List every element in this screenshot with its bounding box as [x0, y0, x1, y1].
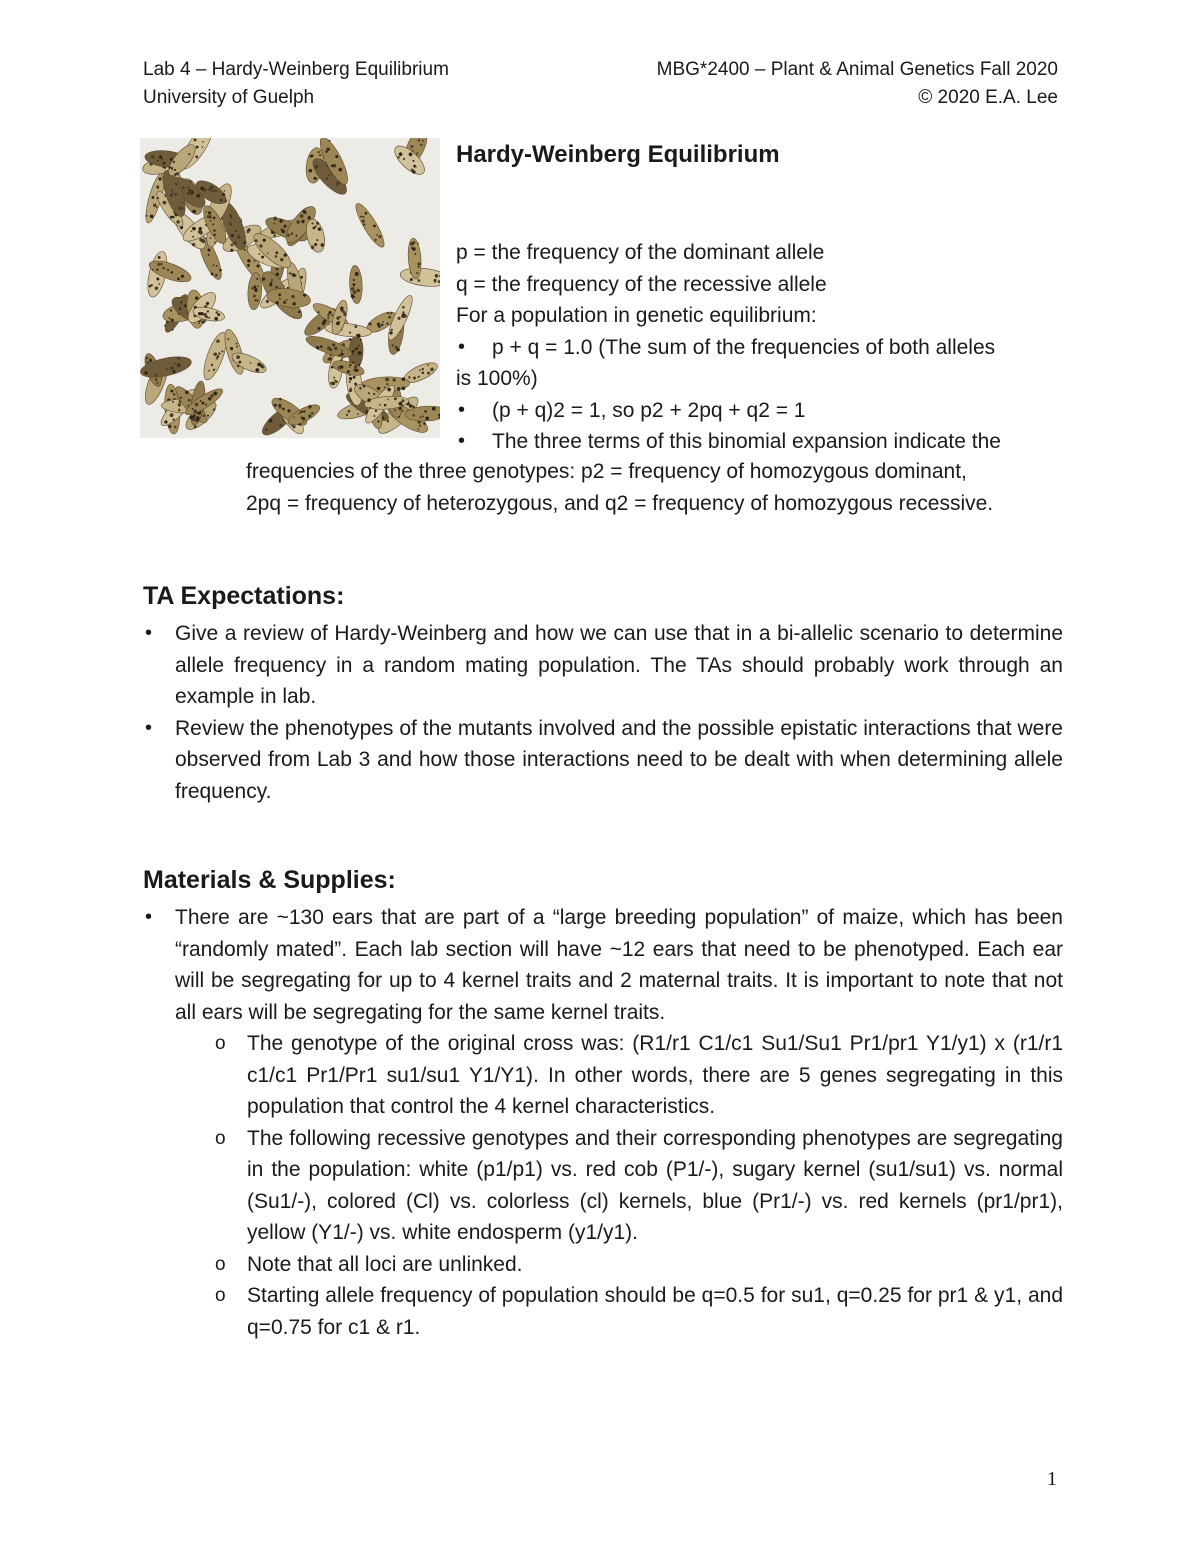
intro-bullet-3-line2: frequencies of the three genotypes: p2 = frequency of homozygous dominant,	[246, 460, 967, 483]
page-header-right	[657, 56, 1058, 112]
ta-list	[143, 618, 1063, 807]
materials-section	[143, 864, 1063, 1343]
materials-list	[143, 902, 1063, 1343]
definition-p: p = the frequency of the dominant allele	[456, 241, 825, 264]
header-course: MBG*2400 – Plant & Animal Genetics Fall 2020	[656, 59, 1058, 80]
intro-bullet-2	[456, 395, 1076, 427]
ta-item: • Give a review of Hardy-Weinberg and how we can use that in a bi-allelic scenario to determine allele frequency in a random mating population. The TAs should probably work through an example in lab.	[143, 618, 1063, 713]
materials-heading: Materials & Supplies:	[143, 866, 396, 894]
header-copyright: © 2020 E.A. Lee	[918, 87, 1058, 108]
intro-bullet-1	[456, 332, 1076, 364]
definition-q: q = the frequency of the recessive allele	[456, 272, 827, 296]
materials-subitem: o Note that all loci are unlinked.	[143, 1249, 1063, 1281]
ta-item: • Review the phenotypes of the mutants involved and the possible epistatic interactions that were observed from Lab 3 and how those interactions need to be dealt with when determining allele frequency.	[143, 713, 1063, 808]
header-lab-title: Lab 4 – Hardy-Weinberg Equilibrium	[143, 59, 449, 80]
intro-bullet-2-text: (p + q)2 = 1, so p2 + 2pq + q2 = 1	[492, 398, 806, 422]
intro-bullet-3-wrap	[246, 456, 1086, 519]
intro-title: Hardy-Weinberg Equilibrium	[456, 141, 780, 168]
header-university: University of Guelph	[143, 87, 315, 108]
materials-subitem: o The genotype of the original cross was: (R1/r1 C1/c1 Su1/Su1 Pr1/pr1 Y1/y1) x (r1/r1 c1/c1 Pr1/Pr1 su1/su1 Y1/Y1). In other words, there are 5 genes segregating in this population that control the 4 kernel characteristics.	[143, 1028, 1063, 1123]
page-number: 1	[1047, 1468, 1057, 1490]
intro-block	[456, 140, 1076, 458]
intro-bullet-3-line3: 2pq = frequency of heterozygous, and q2 = frequency of homozygous recessive.	[246, 491, 994, 515]
maize-ears-photo	[140, 138, 440, 438]
ta-expectations-section	[143, 580, 1063, 807]
materials-item: • There are ~130 ears that are part of a “large breeding population” of maize, which has been “randomly mated”. Each lab section will have ~12 ears that need to be phenotyped. Each ear will be segregating for up to 4 kernel traits and 2 maternal traits. It is important to note that not all ears will be segregating for the same kernel traits.	[143, 902, 1063, 1028]
intro-bullet-1-text: p + q = 1.0 (The sum of the frequencies of both alleles	[492, 335, 996, 359]
ta-heading: TA Expectations:	[143, 582, 345, 610]
materials-subitem: o Starting allele frequency of population should be q=0.5 for su1, q=0.25 for pr1 & y1, and q=0.75 for c1 & r1.	[143, 1280, 1063, 1343]
page-header-left	[143, 56, 449, 112]
population-statement: For a population in genetic equilibrium:	[456, 304, 817, 327]
intro-bullet-3-text: The three terms of this binomial expansion indicate the	[492, 430, 1001, 453]
intro-bullet-1-continuation: is 100%)	[456, 367, 538, 390]
intro-bullet-3	[456, 426, 1076, 458]
maize-ears-illustration	[140, 138, 440, 438]
materials-subitem: o The following recessive genotypes and their corresponding phenotypes are segregating in the population: white (p1/p1) vs. red cob (P1/-), sugary kernel (su1/su1) vs. normal (Su1/-), colored (Cl) vs. colorless (cl) kernels, blue (Pr1/-) vs. red kernels (pr1/pr1), yellow (Y1/-) vs. white endosperm (y1/y1).	[143, 1123, 1063, 1249]
